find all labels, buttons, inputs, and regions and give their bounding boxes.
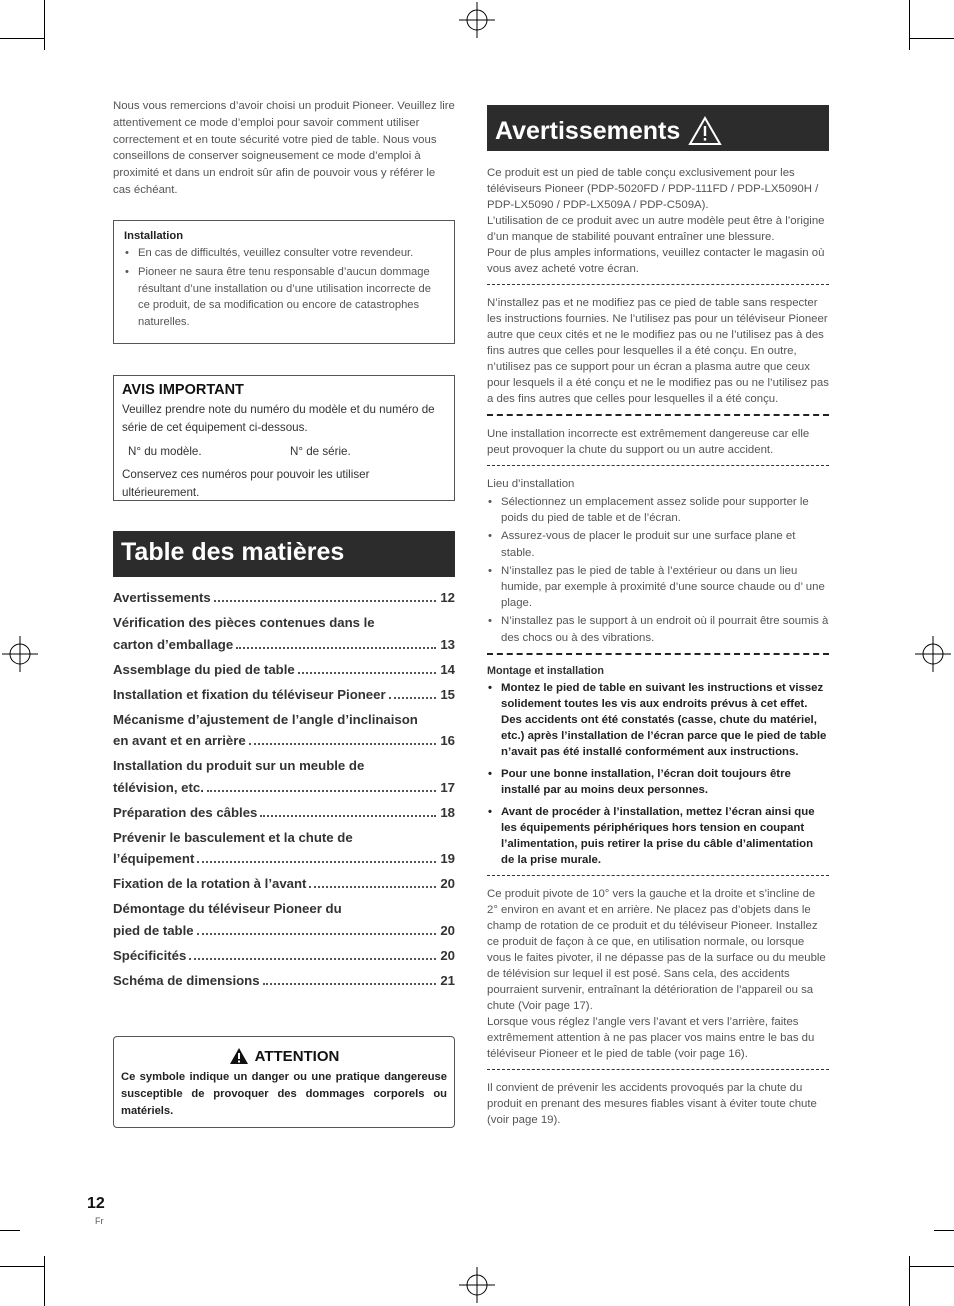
lieu-list — [487, 494, 829, 646]
toc-entry[interactable] — [113, 827, 455, 870]
list-item: • Pioneer ne saura être tenu responsable d’aucun dommage résultant d’une installation ou d’une utilisation incorrecte de ce produit, de sa modification ou encore de catastrophes naturelles. — [124, 264, 444, 331]
attention-box — [113, 1036, 455, 1128]
paragraph: Lorsque vous réglez l’angle vers l’avant et vers l’arrière, faites extrêmement attention à ne pas placer vos mains entre le bas du téléviseur Pioneer et le pied de table (voir page 16). — [487, 1015, 815, 1060]
toc-entry-page: 20 — [440, 876, 455, 891]
crop-mark — [934, 1230, 954, 1231]
crop-mark — [909, 0, 910, 50]
divider — [487, 653, 829, 655]
avis-important-box — [113, 375, 455, 501]
list-item: • Pour une bonne installation, l’écran doit toujours être installé par au moins deux personnes. — [487, 766, 829, 798]
list-item-text: Montez le pied de table en suivant les instructions et vissez solidement toutes les vis aux endroits prévus à cet effet. — [501, 681, 824, 710]
toc-entry-page: 14 — [440, 661, 455, 677]
toc-entry-page: 19 — [440, 851, 455, 866]
paragraph: Ce produit est un pied de table conçu exclusivement pour les téléviseurs Pioneer (PDP-5020FD / PDP-111FD / PDP-LX5090H / PDP-LX5090 / PDP-LX509A / PDP-C509A). — [487, 167, 819, 211]
toc-entry-page: 16 — [440, 733, 455, 748]
avertissements-title: Avertissements — [495, 116, 681, 145]
montage-list — [487, 680, 829, 868]
crop-mark — [909, 1256, 910, 1306]
model-label: N° du modèle. — [128, 445, 202, 458]
toc-entry[interactable] — [113, 873, 455, 895]
toc-entry-label: l’équipement — [113, 851, 195, 866]
toc-entry[interactable] — [113, 709, 455, 752]
page-number: 12 — [87, 1195, 105, 1212]
section-title: Montage et installation — [487, 664, 604, 677]
toc-entry-page: 17 — [440, 779, 455, 795]
toc-entry-label: Prévenir le basculement et la chute de — [113, 829, 353, 845]
divider — [487, 414, 829, 416]
paragraph: N’installez pas et ne modifiez pas ce pied de table sans respecter les instructions fournies. Ne l’utilisez pas pour un téléviseur Pioneer autre que ceux cités et ne le modifiez pas ou ne l’utilisez pas à des fins autres que celles pour lesquelles il a été conçu. En outre, n’utilisez pas ce support pour un écran a plasma autre que ceux pour lesquels il a été conçu et ne le modifiez pas ou ne l’utilisez pas a des fins autres que celles pour lesquelles il a été conçu. — [487, 297, 829, 405]
installation-title: Installation — [124, 230, 184, 242]
toc-entry-page: 13 — [440, 636, 455, 652]
registration-mark-icon — [2, 636, 38, 672]
left-column — [113, 98, 455, 1117]
list-item: • N’installez pas le support à un endroit où il pourrait être soumis à des chocs ou à des vibrations. — [487, 613, 829, 645]
toc-entry-page: 20 — [440, 922, 455, 938]
toc-entry-label: Vérification des pièces contenues dans le — [113, 615, 375, 630]
warning-triangle-icon — [229, 1047, 249, 1065]
avis-title: AVIS IMPORTANT — [122, 382, 244, 398]
toc-entry[interactable] — [113, 802, 455, 824]
toc-entry-label: Fixation de la rotation à l’avant — [113, 876, 307, 891]
crop-mark — [0, 1230, 20, 1231]
serial-label: N° de série. — [290, 445, 351, 458]
warning-triangle-icon — [688, 116, 722, 146]
toc-entry-label: carton d’emballage — [113, 636, 234, 652]
crop-mark — [910, 38, 954, 39]
toc-entry-label: Installation et fixation du téléviseur Pioneer — [113, 686, 386, 702]
toc-entry-page: 15 — [440, 686, 455, 702]
right-column — [487, 105, 829, 1128]
list-item-text: Des accidents ont été constatés (casse, chute du matériel, etc.) après l’installation de l’écran parce que le pied de table n’avait pas été installé conformément aux instructions. — [501, 713, 827, 758]
attention-title — [121, 1047, 447, 1065]
avis-fields — [128, 445, 446, 458]
toc-entry-label: Installation du produit sur un meuble de — [113, 758, 365, 773]
crop-mark — [0, 1266, 44, 1267]
toc-entry-label: télévision, etc. — [113, 779, 204, 795]
crop-mark — [910, 1266, 954, 1267]
toc-entry-label: Assemblage du pied de table — [113, 661, 295, 677]
toc-title: Table des matières — [113, 531, 455, 577]
paragraph: Il convient de prévenir les accidents provoqués par la chute du produit en prenant des mesures fiables visant à éviter toute chute (voir page 19). — [487, 1081, 817, 1126]
toc-entry-label: pied de table — [113, 922, 194, 938]
divider — [487, 465, 829, 466]
divider — [487, 284, 829, 285]
toc-entry-label: Schéma de dimensions — [113, 972, 260, 988]
toc-entry-label: Mécanisme d’ajustement de l’angle d’inclinaison — [113, 711, 418, 727]
registration-mark-icon — [459, 2, 495, 38]
installation-list — [124, 245, 444, 331]
paragraph: Ce produit pivote de 10° vers la gauche et la droite et s’incline de 2° environ en avant et en arrière. Ne placez pas d’objets dans le champ de rotation de ce produit et du téléviseur Pioneer. Installez ce produit de façon à ce que, en utilisation normale, ou lorsque vous le faites pivoter, il ne dépasse pas de la surface ou du meuble de télévision sur lequel il est posé. Sans cela, des accidents pourraient survenir, entraînant la détérioration de l’appareil ou sa chute (Voir page 17). — [487, 887, 826, 1012]
toc-entry-label: Préparation des câbles — [113, 804, 258, 820]
installation-box — [113, 220, 455, 344]
paragraph: Une installation incorrecte est extrêmement dangereuse car elle peut provoquer la chute du support ou un autre accident. — [487, 428, 810, 456]
table-of-contents — [113, 587, 455, 995]
toc-entry[interactable] — [113, 684, 455, 706]
crop-mark — [0, 38, 44, 39]
toc-entry-label: Avertissements — [113, 590, 211, 605]
registration-mark-icon — [915, 636, 951, 672]
toc-entry-label: Démontage du téléviseur Pioneer du — [113, 901, 342, 916]
toc-entry[interactable] — [113, 587, 455, 609]
toc-entry[interactable] — [113, 612, 455, 655]
attention-title-text: ATTENTION — [254, 1047, 340, 1065]
toc-entry[interactable] — [113, 970, 455, 992]
toc-entry-page: 18 — [440, 804, 455, 820]
toc-entry-label: en avant et en arrière — [113, 733, 246, 748]
toc-entry[interactable] — [113, 945, 455, 967]
list-item — [487, 680, 829, 760]
divider — [487, 1069, 829, 1070]
intro-paragraph: Nous vous remercions d’avoir choisi un produit Pioneer. Veuillez lire attentivement ce mode d’emploi pour savoir comment utiliser correctement et en toute sécurité votre pied de table. Nous vous conseillons de conserver soigneusement ce mode d’emploi à proximité et dans un endroit sûr afin de pouvoir vous y référer le cas échéant. — [113, 100, 455, 196]
toc-entry-page: 21 — [440, 972, 455, 988]
avertissements-banner — [487, 105, 829, 151]
list-item: • Sélectionnez un emplacement assez solide pour supporter le poids du pied de table et de l’écran. — [487, 494, 829, 526]
attention-text: Ce symbole indique un danger ou une pratique dangereuse susceptible de provoquer des dommages corporels ou matériels. — [121, 1071, 447, 1117]
list-item: • En cas de difficultés, veuillez consulter votre revendeur. — [124, 245, 444, 262]
list-item: • Assurez-vous de placer le produit sur une surface plane et stable. — [487, 528, 829, 560]
toc-entry[interactable] — [113, 755, 455, 798]
toc-entry-page: 12 — [440, 590, 455, 605]
paragraph: L’utilisation de ce produit avec un autre modèle peut être à l’origine d’un manque de stabilité pouvant entraîner une blessure. — [487, 215, 825, 243]
list-item: • Avant de procéder à l’installation, mettez l’écran ainsi que les équipements périphériques hors tension en coupant l’alimentation, puis retirer la prise du câble d’alimentation de la prise murale. — [487, 804, 829, 868]
toc-entry-page: 20 — [440, 947, 455, 963]
toc-entry[interactable] — [113, 659, 455, 681]
section-title: Lieu d’installation — [487, 478, 575, 490]
registration-mark-icon — [459, 1267, 495, 1303]
list-item: • N’installez pas le pied de table à l’extérieur ou dans un lieu humide, par exemple à proximité d’une source chaude ou d’ une plage. — [487, 563, 829, 612]
avis-text: Veuillez prendre note du numéro du modèle et du numéro de série de cet équipement ci-dessous. — [122, 403, 435, 434]
divider — [487, 875, 829, 876]
toc-entry[interactable] — [113, 898, 455, 941]
toc-entry-label: Spécificités — [113, 947, 187, 963]
crop-mark — [44, 0, 45, 50]
avis-note: Conservez ces numéros pour pouvoir les utiliser ultérieurement. — [122, 468, 370, 499]
language-code: Fr — [95, 1216, 104, 1226]
paragraph: Pour de plus amples informations, veuillez contacter le magasin où vous avez acheté votre écran. — [487, 247, 825, 275]
crop-mark — [44, 1256, 45, 1306]
